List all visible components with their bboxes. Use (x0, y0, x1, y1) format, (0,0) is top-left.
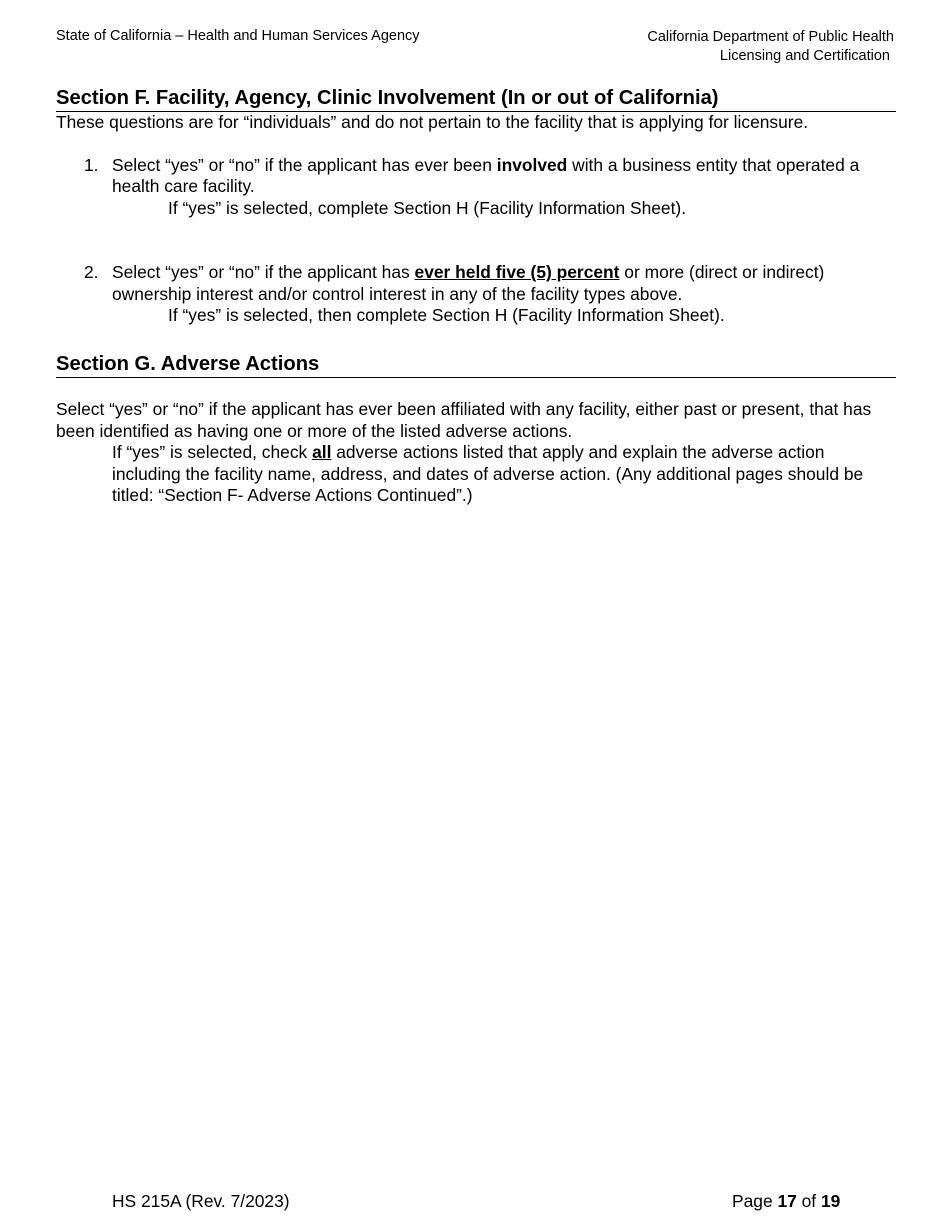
section-f-title: Section F. Facility, Agency, Clinic Involvement (In or out of California) (56, 86, 896, 112)
item-text: with a business entity that operated a health care facility. (112, 154, 860, 196)
item-number: 1. (84, 154, 99, 175)
section-g-intro: Select “yes” or “no” if the applicant has ever been affiliated with any facility, either past or present, that has been identified as having one or more of the listed adverse actions. (56, 399, 872, 441)
section-g-title: Section G. Adverse Actions (56, 352, 896, 378)
header-agency: State of California – Health and Human Services Agency (56, 28, 420, 44)
section-f (56, 86, 896, 327)
item-text: or more (direct or indirect) ownership interest and/or control interest in any of the facility types above. (112, 262, 825, 304)
instruction-text: adverse actions listed that apply and explain the adverse action including the facility name, address, and dates of adverse action. (Any additional pages should be titled: “Section F- Adverse Actions Continued”.) (112, 442, 864, 505)
item-number: 2. (84, 262, 99, 282)
section-g-instruction (56, 442, 896, 507)
page-of: of (796, 1191, 821, 1211)
item-text: Select “yes” or “no” if the applicant has ever been (112, 154, 497, 175)
section-f-item-2 (56, 262, 896, 305)
section-g (56, 352, 896, 507)
page-total: 19 (820, 1191, 841, 1211)
page-number (732, 1191, 840, 1212)
section-f-intro: These questions are for “individuals” and do not pertain to the facility that is applying for licensure. (56, 112, 809, 132)
item-emphasis: involved (496, 154, 568, 175)
header-department-name: California Department of Public Health (647, 29, 894, 45)
item-text: Select “yes” or “no” if the applicant has (112, 262, 415, 282)
header-division-name: Licensing and Certification (719, 48, 890, 64)
section-f-item-1 (56, 155, 896, 198)
page-label: Page (732, 1191, 778, 1211)
instruction-emphasis: all (312, 442, 332, 462)
page-current: 17 (777, 1191, 797, 1211)
section-f-item-2-instruction: If “yes” is selected, then complete Section H (Facility Information Sheet). (168, 305, 725, 325)
item-emphasis: ever held five (5) percent (414, 262, 620, 282)
form-id: HS 215A (Rev. 7/2023) (112, 1191, 290, 1211)
instruction-text: If “yes” is selected, check (112, 442, 313, 462)
header-department (647, 28, 894, 66)
section-f-item-1-instruction: If “yes” is selected, complete Section H (Facility Information Sheet). (168, 197, 687, 218)
